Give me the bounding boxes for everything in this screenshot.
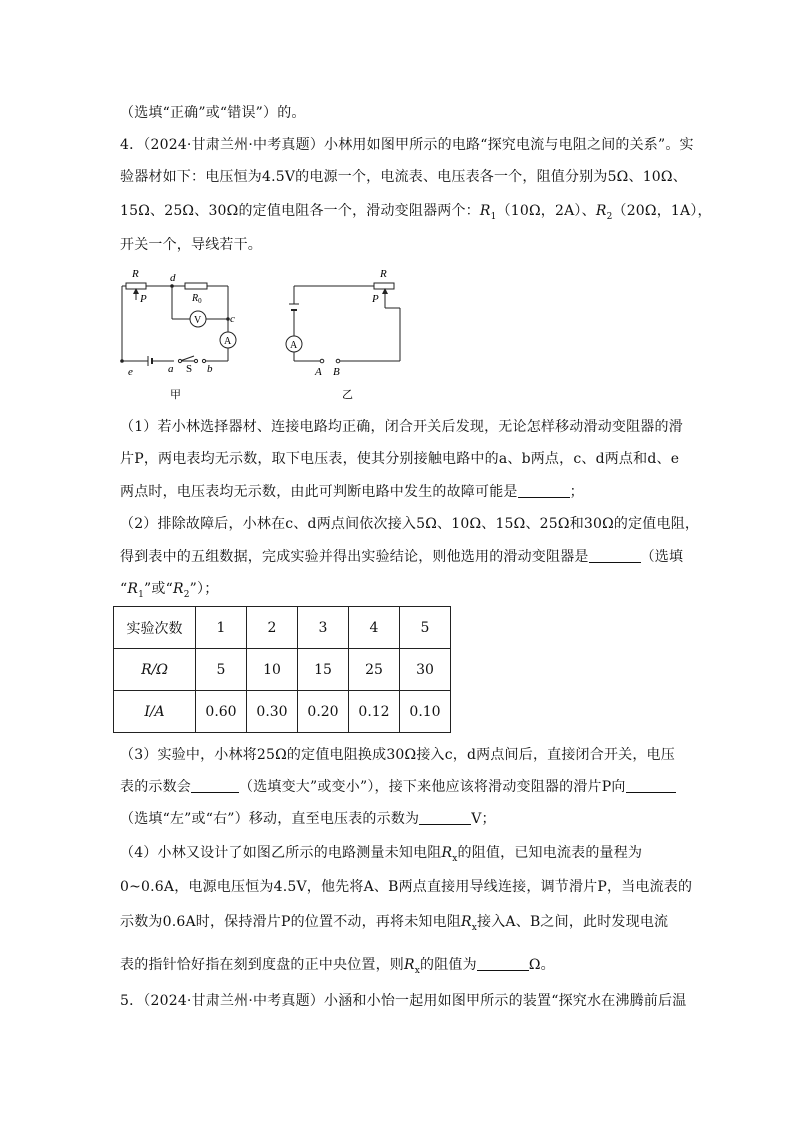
text: （1）若小林选择器材、连接电路均正确，闭合开关后发现，无论怎样移动滑动变阻器的滑 bbox=[120, 419, 683, 435]
text: 的阻值，已知电流表的量程为 bbox=[457, 845, 643, 861]
text: 片P，两电表均无示数，取下电压表，使其分别接触电路中的a、b两点，c、d两点和d、e bbox=[120, 451, 680, 467]
label-r0: $R_0$ bbox=[192, 293, 202, 305]
answer-blank[interactable] bbox=[518, 483, 570, 498]
text-line bbox=[120, 102, 306, 122]
text: （4）小林又设计了如图乙所示的电路测量未知电阻 bbox=[120, 845, 442, 861]
label-point-b: B bbox=[333, 366, 340, 378]
data-table bbox=[113, 606, 451, 733]
symbol-r1: R bbox=[127, 581, 139, 597]
label-point-a: A bbox=[315, 366, 322, 378]
subscript: 1 bbox=[138, 589, 145, 600]
text: “ bbox=[120, 581, 128, 597]
text: （选填 bbox=[640, 549, 684, 565]
ammeter-label: A bbox=[290, 340, 298, 351]
table-cell: 15 bbox=[298, 649, 349, 691]
subscript: x bbox=[414, 965, 421, 976]
circuit-diagrams bbox=[110, 266, 410, 404]
text-line bbox=[120, 546, 683, 566]
subscript: 2 bbox=[606, 211, 613, 222]
label-p: P bbox=[140, 293, 147, 305]
table-cell: 0.60 bbox=[196, 691, 247, 733]
text: 验器材如下：电压恒为4.5V的电源一个，电流表、电压表各一个，阻值分别为5Ω、10Ω、 bbox=[120, 169, 687, 185]
text-line bbox=[120, 911, 668, 933]
text: ”或“ bbox=[144, 581, 173, 597]
text: 表的指针恰好指在刻到度盘的正中央位置，则 bbox=[120, 957, 404, 973]
symbol-r1: R bbox=[479, 203, 491, 219]
text: （选填“左”或“右”）移动，直至电压表的示数为 bbox=[120, 811, 420, 827]
question-4-part-3 bbox=[120, 744, 675, 764]
question-4-part-2 bbox=[120, 513, 699, 533]
text: 的阻值为 bbox=[420, 957, 477, 973]
subscript: 2 bbox=[183, 589, 190, 600]
text: ； bbox=[569, 484, 584, 500]
label-c: c bbox=[230, 313, 235, 325]
caption-yi: 乙 bbox=[342, 389, 353, 401]
text-line bbox=[120, 200, 712, 222]
label-r: R bbox=[132, 268, 139, 280]
label-r: R bbox=[380, 268, 387, 280]
table-cell: I/A bbox=[114, 691, 196, 733]
answer-blank[interactable] bbox=[477, 956, 529, 971]
text: 0~0.6A，电源电压恒为4.5V，他先将A、B两点直接用导线连接，调节滑片P，当电流表的 bbox=[120, 879, 693, 895]
table-cell: 0.12 bbox=[349, 691, 400, 733]
symbol-rx: R bbox=[441, 845, 453, 861]
answer-blank[interactable] bbox=[589, 548, 641, 563]
answer-blank[interactable] bbox=[419, 810, 471, 825]
text: ”）； bbox=[189, 581, 219, 597]
text: （选填“正确”或“错误”）的。 bbox=[120, 105, 306, 121]
answer-blank[interactable] bbox=[626, 778, 676, 793]
text: 5．（2024·甘肃兰州·中考真题）小涵和小怡一起用如图甲所示的装置“探究水在沸腾前后温 bbox=[120, 993, 687, 1009]
text-line bbox=[120, 876, 692, 896]
symbol-r2: R bbox=[172, 581, 184, 597]
text: （20Ω，1A）， bbox=[612, 203, 712, 219]
table-cell: 25 bbox=[349, 649, 400, 691]
question-4-part-1 bbox=[120, 416, 683, 436]
voltmeter-label: V bbox=[194, 315, 202, 326]
text: （2）排除故障后，小林在c、d两点间依次接入5Ω、10Ω、15Ω、25Ω和30Ω的定值电阻， bbox=[120, 516, 700, 532]
answer-blank[interactable] bbox=[191, 778, 239, 793]
table-cell: 30 bbox=[400, 649, 451, 691]
text: 15Ω、25Ω、30Ω的定值电阻各一个，滑动变阻器两个： bbox=[120, 203, 480, 219]
text-line bbox=[120, 234, 262, 254]
question-4-part-4 bbox=[120, 842, 642, 864]
label-e: e bbox=[128, 366, 133, 378]
text-line bbox=[120, 954, 555, 976]
text-line bbox=[120, 808, 496, 828]
label-b: b bbox=[207, 363, 213, 375]
symbol-rx: R bbox=[404, 957, 415, 973]
subscript: 1 bbox=[490, 211, 497, 222]
text: 开关一个，导线若干。 bbox=[120, 237, 262, 253]
table-cell: 5 bbox=[400, 607, 451, 649]
question-5-stem bbox=[120, 990, 686, 1010]
text: 接入A、B之间，此时发现电流 bbox=[477, 914, 669, 930]
label-d: d bbox=[170, 272, 176, 284]
ammeter-label: A bbox=[224, 336, 232, 347]
text: （选填变大”或变小”），接下来他应该将滑动变阻器的滑片P向 bbox=[239, 779, 626, 795]
text: V； bbox=[471, 811, 496, 827]
table-cell: 5 bbox=[196, 649, 247, 691]
text: 4．（2024·甘肃兰州·中考真题）小林用如图甲所示的电路“探究电流与电阻之间的关系”。实 bbox=[120, 137, 694, 153]
table-cell: 0.30 bbox=[247, 691, 298, 733]
table-cell: 实验次数 bbox=[114, 607, 196, 649]
text: 表的示数会 bbox=[120, 779, 191, 795]
label-a: a bbox=[168, 363, 174, 375]
label-p: P bbox=[372, 293, 379, 305]
symbol-r2: R bbox=[595, 203, 607, 219]
table-cell: 4 bbox=[349, 607, 400, 649]
text-line bbox=[120, 776, 676, 796]
subscript: x bbox=[452, 853, 458, 864]
table-cell: 3 bbox=[298, 607, 349, 649]
table-cell: 0.20 bbox=[298, 691, 349, 733]
symbol-rx: R bbox=[461, 914, 472, 930]
text: 两点时，电压表均无示数，由此可判断电路中发生的故障可能是 bbox=[120, 484, 518, 500]
text-line bbox=[120, 481, 584, 501]
text: （3）实验中，小林将25Ω的定值电阻换成30Ω接入c，d两点间后，直接闭合开关，电压 bbox=[120, 747, 675, 763]
text: 得到表中的五组数据，完成实验并得出实验结论，则他选用的滑动变阻器是 bbox=[120, 549, 589, 565]
table-cell: 2 bbox=[247, 607, 298, 649]
table-cell: 1 bbox=[196, 607, 247, 649]
text-line bbox=[120, 448, 679, 468]
table-cell: 0.10 bbox=[400, 691, 451, 733]
text-line bbox=[120, 166, 687, 186]
text: （10Ω，2A）、 bbox=[496, 203, 596, 219]
text: 示数为0.6A时，保持滑片P的位置不动，再将未知电阻 bbox=[120, 914, 461, 930]
question-4-stem bbox=[120, 134, 694, 154]
text: Ω。 bbox=[528, 957, 555, 973]
text-line bbox=[120, 578, 218, 600]
label-s: S bbox=[186, 363, 193, 375]
table-row bbox=[114, 607, 451, 649]
table-cell: 10 bbox=[247, 649, 298, 691]
caption-jia: 甲 bbox=[170, 389, 181, 401]
subscript: x bbox=[471, 922, 478, 933]
table-cell: R/Ω bbox=[114, 649, 196, 691]
table-row bbox=[114, 691, 451, 733]
table-row bbox=[114, 649, 451, 691]
